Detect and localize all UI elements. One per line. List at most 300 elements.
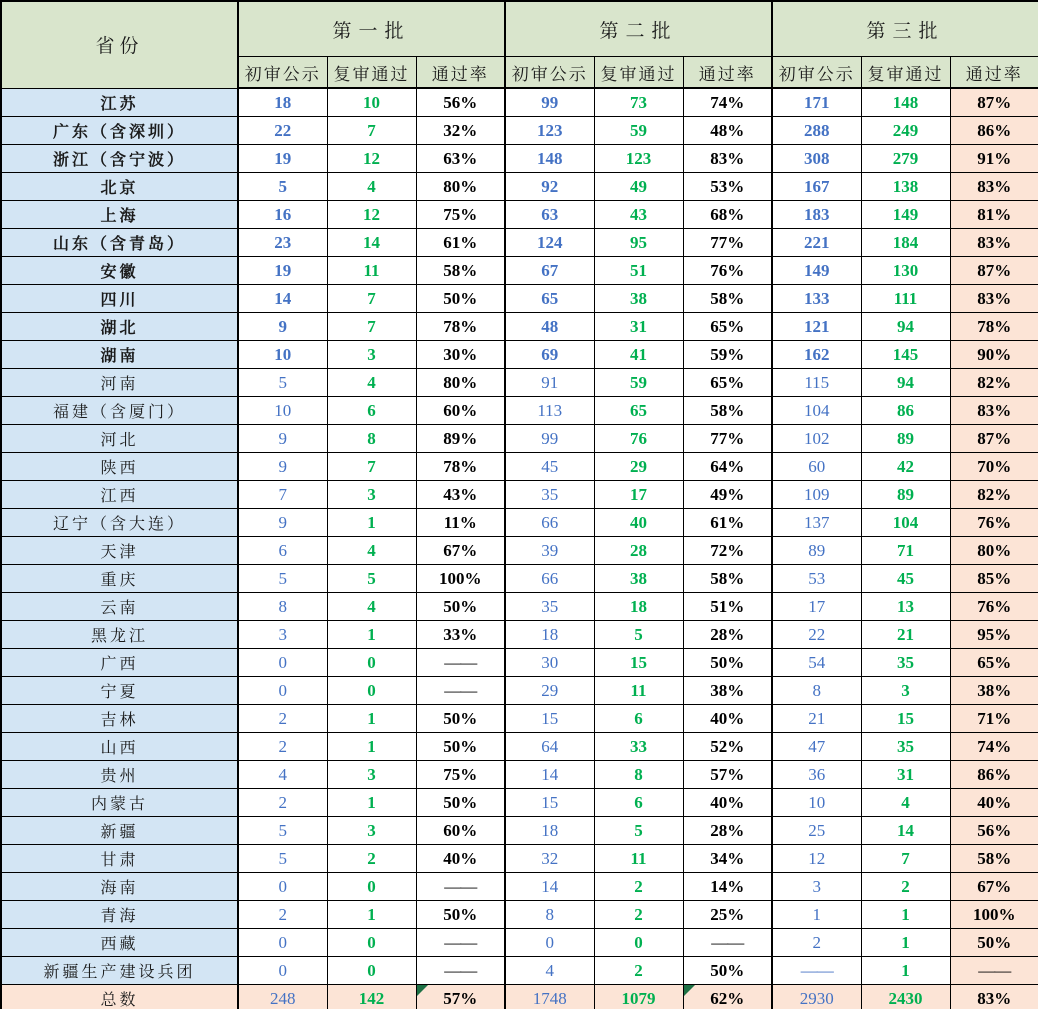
value-cell: 18	[594, 593, 683, 621]
table-row	[1, 537, 1038, 565]
value-cell: 0	[238, 929, 327, 957]
value-cell: 31	[861, 761, 950, 789]
subheader-batch2-initial: 初审公示	[505, 57, 594, 89]
table-row	[1, 621, 1038, 649]
value-cell: 0	[327, 873, 416, 901]
value-cell: 65	[505, 285, 594, 313]
total-label-cell: 总数	[1, 985, 238, 1009]
value-cell: 94	[861, 369, 950, 397]
value-cell: 171	[772, 88, 861, 117]
value-cell: 4	[327, 593, 416, 621]
value-cell: ——	[416, 957, 505, 985]
value-cell: 50%	[950, 929, 1038, 957]
table-row	[1, 817, 1038, 845]
value-cell: 109	[772, 481, 861, 509]
province-cell: 湖南	[1, 341, 238, 369]
value-cell: 58%	[950, 845, 1038, 873]
value-cell: 60%	[416, 817, 505, 845]
table-row	[1, 929, 1038, 957]
value-cell: 15	[594, 649, 683, 677]
value-cell: 38	[594, 285, 683, 313]
value-cell: ——	[416, 677, 505, 705]
value-cell: 0	[238, 957, 327, 985]
value-cell: 78%	[416, 313, 505, 341]
table-row	[1, 873, 1038, 901]
value-cell: 49	[594, 173, 683, 201]
subheader-batch3-passed: 复审通过	[861, 57, 950, 89]
value-cell: 36	[772, 761, 861, 789]
value-cell: 95	[594, 229, 683, 257]
value-cell: 7	[238, 481, 327, 509]
table-row	[1, 88, 1038, 117]
value-cell: 22	[238, 117, 327, 145]
total-value-cell: 248	[238, 985, 327, 1009]
province-cell: 北京	[1, 173, 238, 201]
total-value-cell: 1079	[594, 985, 683, 1009]
value-cell: ——	[683, 929, 772, 957]
value-cell: 87%	[950, 425, 1038, 453]
subheader-batch3-rate: 通过率	[950, 57, 1038, 89]
value-cell: 2	[594, 873, 683, 901]
value-cell: 145	[861, 341, 950, 369]
value-cell: 6	[594, 789, 683, 817]
value-cell: 17	[772, 593, 861, 621]
value-cell: 14%	[683, 873, 772, 901]
value-cell: 5	[238, 173, 327, 201]
value-cell: 86%	[950, 117, 1038, 145]
value-cell: 80%	[416, 173, 505, 201]
value-cell: 9	[238, 453, 327, 481]
value-cell: 41	[594, 341, 683, 369]
value-cell: 64%	[683, 453, 772, 481]
value-cell: 11	[594, 845, 683, 873]
value-cell: 50%	[683, 957, 772, 985]
province-cell: 辽宁（含大连）	[1, 509, 238, 537]
subheader-batch3-initial: 初审公示	[772, 57, 861, 89]
value-cell: ——	[416, 649, 505, 677]
value-cell: 83%	[950, 285, 1038, 313]
value-cell: 51	[594, 257, 683, 285]
value-cell: 2	[238, 733, 327, 761]
value-cell: 35	[505, 481, 594, 509]
province-cell: 山西	[1, 733, 238, 761]
value-cell: 31	[594, 313, 683, 341]
total-value-cell: 83%	[950, 985, 1038, 1009]
value-cell: 138	[861, 173, 950, 201]
value-cell: 30%	[416, 341, 505, 369]
value-cell: 89	[861, 481, 950, 509]
value-cell: 63%	[416, 145, 505, 173]
value-cell: 22	[772, 621, 861, 649]
value-cell: 0	[327, 649, 416, 677]
value-cell: 7	[327, 313, 416, 341]
value-cell: 81%	[950, 201, 1038, 229]
value-cell: 59	[594, 117, 683, 145]
value-cell: 1	[327, 621, 416, 649]
value-cell: 72%	[683, 537, 772, 565]
value-cell: 66	[505, 509, 594, 537]
value-cell: 3	[327, 341, 416, 369]
value-cell: 94	[861, 313, 950, 341]
value-cell: 58%	[416, 257, 505, 285]
value-cell: 67	[505, 257, 594, 285]
value-cell: 28	[594, 537, 683, 565]
value-cell: 47	[772, 733, 861, 761]
value-cell: 4	[861, 789, 950, 817]
value-cell: 91	[505, 369, 594, 397]
value-cell: 48%	[683, 117, 772, 145]
value-cell: 1	[861, 901, 950, 929]
value-cell: ——	[416, 929, 505, 957]
table-row	[1, 425, 1038, 453]
value-cell: 83%	[683, 145, 772, 173]
value-cell: 77%	[683, 229, 772, 257]
value-cell: 162	[772, 341, 861, 369]
value-cell: 3	[327, 481, 416, 509]
header-batch-2: 第二批	[505, 1, 772, 57]
value-cell: 15	[505, 789, 594, 817]
value-cell: 5	[238, 817, 327, 845]
value-cell: 50%	[416, 705, 505, 733]
value-cell: 100%	[416, 565, 505, 593]
value-cell: 99	[505, 88, 594, 117]
table-body	[1, 88, 1038, 1009]
province-cell: 湖北	[1, 313, 238, 341]
value-cell: 23	[238, 229, 327, 257]
value-cell: 104	[772, 397, 861, 425]
value-cell: 8	[772, 677, 861, 705]
value-cell: 12	[772, 845, 861, 873]
value-cell: 92	[505, 173, 594, 201]
table-row	[1, 397, 1038, 425]
value-cell: 1	[327, 509, 416, 537]
province-cell: 四川	[1, 285, 238, 313]
value-cell: 18	[238, 88, 327, 117]
value-cell: 7	[327, 453, 416, 481]
value-cell: 76%	[683, 257, 772, 285]
value-cell: 123	[505, 117, 594, 145]
value-cell: 52%	[683, 733, 772, 761]
value-cell: 42	[861, 453, 950, 481]
total-value-cell: 1748	[505, 985, 594, 1009]
value-cell: 0	[238, 873, 327, 901]
table-row	[1, 313, 1038, 341]
value-cell: 75%	[416, 761, 505, 789]
value-cell: 83%	[950, 229, 1038, 257]
value-cell: 1	[861, 957, 950, 985]
value-cell: 57%	[683, 761, 772, 789]
value-cell: 18	[505, 621, 594, 649]
value-cell: 28%	[683, 817, 772, 845]
value-cell: 77%	[683, 425, 772, 453]
value-cell: 33%	[416, 621, 505, 649]
value-cell: 8	[594, 761, 683, 789]
value-cell: 82%	[950, 369, 1038, 397]
value-cell: 63	[505, 201, 594, 229]
value-cell: 11	[327, 257, 416, 285]
value-cell: 29	[505, 677, 594, 705]
value-cell: 95%	[950, 621, 1038, 649]
province-cell: 云南	[1, 593, 238, 621]
province-cell: 广西	[1, 649, 238, 677]
value-cell: 68%	[683, 201, 772, 229]
province-cell: 安徽	[1, 257, 238, 285]
value-cell: 51%	[683, 593, 772, 621]
value-cell: 45	[505, 453, 594, 481]
value-cell: 56%	[950, 817, 1038, 845]
value-cell: 32%	[416, 117, 505, 145]
value-cell: 29	[594, 453, 683, 481]
value-cell: 50%	[416, 593, 505, 621]
value-cell: 102	[772, 425, 861, 453]
value-cell: 149	[772, 257, 861, 285]
province-cell: 山东（含青岛）	[1, 229, 238, 257]
value-cell: 70%	[950, 453, 1038, 481]
value-cell: 9	[238, 425, 327, 453]
value-cell: 40%	[950, 789, 1038, 817]
value-cell: 73	[594, 88, 683, 117]
province-cell: 河北	[1, 425, 238, 453]
table-row	[1, 845, 1038, 873]
value-cell: 38%	[950, 677, 1038, 705]
value-cell: 14	[505, 873, 594, 901]
value-cell: 14	[327, 229, 416, 257]
value-cell: 184	[861, 229, 950, 257]
value-cell: 7	[861, 845, 950, 873]
value-cell: 221	[772, 229, 861, 257]
value-cell: 60%	[416, 397, 505, 425]
value-cell: 28%	[683, 621, 772, 649]
value-cell: 21	[772, 705, 861, 733]
value-cell: 5	[594, 621, 683, 649]
value-cell: 149	[861, 201, 950, 229]
value-cell: 148	[505, 145, 594, 173]
value-cell: 99	[505, 425, 594, 453]
value-cell: 43	[594, 201, 683, 229]
value-cell: 61%	[683, 509, 772, 537]
province-cell: 福建（含厦门）	[1, 397, 238, 425]
subheader-batch1-passed: 复审通过	[327, 57, 416, 89]
table-row	[1, 509, 1038, 537]
value-cell: 14	[238, 285, 327, 313]
value-cell: 17	[594, 481, 683, 509]
table-row	[1, 901, 1038, 929]
value-cell: 35	[861, 649, 950, 677]
value-cell: 14	[505, 761, 594, 789]
subheader-batch1-initial: 初审公示	[238, 57, 327, 89]
table-row	[1, 117, 1038, 145]
value-cell: 30	[505, 649, 594, 677]
value-cell: 89%	[416, 425, 505, 453]
value-cell: 89	[861, 425, 950, 453]
value-cell: 86	[861, 397, 950, 425]
value-cell: 1	[327, 789, 416, 817]
table-row	[1, 649, 1038, 677]
value-cell: 65%	[683, 369, 772, 397]
table-header	[1, 1, 1038, 88]
table-row	[1, 481, 1038, 509]
value-cell: 111	[861, 285, 950, 313]
value-cell: 35	[505, 593, 594, 621]
value-cell: 124	[505, 229, 594, 257]
province-cell: 新疆生产建设兵团	[1, 957, 238, 985]
value-cell: 71%	[950, 705, 1038, 733]
value-cell: 59%	[683, 341, 772, 369]
value-cell: 0	[594, 929, 683, 957]
value-cell: 85%	[950, 565, 1038, 593]
province-cell: 西藏	[1, 929, 238, 957]
table-row	[1, 285, 1038, 313]
value-cell: 7	[327, 285, 416, 313]
province-cell: 浙江（含宁波）	[1, 145, 238, 173]
value-cell: 10	[238, 341, 327, 369]
value-cell: 11%	[416, 509, 505, 537]
value-cell: 86%	[950, 761, 1038, 789]
value-cell: 2	[238, 901, 327, 929]
value-cell: 308	[772, 145, 861, 173]
value-cell: 5	[238, 565, 327, 593]
corner-header-province: 省份	[1, 1, 238, 88]
value-cell: 58%	[683, 285, 772, 313]
value-cell: 25	[772, 817, 861, 845]
value-cell: 1	[861, 929, 950, 957]
table-row	[1, 789, 1038, 817]
value-cell: 87%	[950, 88, 1038, 117]
value-cell: 9	[238, 313, 327, 341]
value-cell: 69	[505, 341, 594, 369]
value-cell: 53%	[683, 173, 772, 201]
value-cell: 3	[238, 621, 327, 649]
value-cell: 60	[772, 453, 861, 481]
value-cell: 2	[772, 929, 861, 957]
value-cell: 65%	[683, 313, 772, 341]
value-cell: 2	[327, 845, 416, 873]
table-row	[1, 201, 1038, 229]
value-cell: 34%	[683, 845, 772, 873]
value-cell: 4	[505, 957, 594, 985]
value-cell: 40%	[683, 705, 772, 733]
value-cell: 71	[861, 537, 950, 565]
value-cell: 16	[238, 201, 327, 229]
value-cell: 10	[238, 397, 327, 425]
value-cell: 1	[327, 901, 416, 929]
value-cell: 32	[505, 845, 594, 873]
province-cell: 内蒙古	[1, 789, 238, 817]
value-cell: 75%	[416, 201, 505, 229]
province-cell: 宁夏	[1, 677, 238, 705]
value-cell: 113	[505, 397, 594, 425]
value-cell: 35	[861, 733, 950, 761]
province-cell: 甘肃	[1, 845, 238, 873]
value-cell: 18	[505, 817, 594, 845]
value-cell: 90%	[950, 341, 1038, 369]
value-cell: 3	[772, 873, 861, 901]
value-cell: 1	[772, 901, 861, 929]
value-cell: 82%	[950, 481, 1038, 509]
value-cell: 50%	[416, 733, 505, 761]
value-cell: 67%	[950, 873, 1038, 901]
value-cell: 12	[327, 145, 416, 173]
value-cell: 4	[327, 369, 416, 397]
province-cell: 江西	[1, 481, 238, 509]
value-cell: 19	[238, 145, 327, 173]
table-row	[1, 705, 1038, 733]
total-value-cell: 2430	[861, 985, 950, 1009]
value-cell: 104	[861, 509, 950, 537]
value-cell: 78%	[950, 313, 1038, 341]
value-cell: ——	[772, 957, 861, 985]
value-cell: 50%	[416, 901, 505, 929]
value-cell: 123	[594, 145, 683, 173]
value-cell: 5	[594, 817, 683, 845]
value-cell: 50%	[416, 285, 505, 313]
value-cell: 5	[238, 369, 327, 397]
value-cell: 0	[327, 929, 416, 957]
value-cell: 25%	[683, 901, 772, 929]
value-cell: 65%	[950, 649, 1038, 677]
value-cell: 50%	[683, 649, 772, 677]
province-cell: 贵州	[1, 761, 238, 789]
value-cell: 3	[327, 761, 416, 789]
header-batch-3: 第三批	[772, 1, 1038, 57]
value-cell: 53	[772, 565, 861, 593]
province-cell: 陕西	[1, 453, 238, 481]
value-cell: 58%	[683, 565, 772, 593]
province-cell: 新疆	[1, 817, 238, 845]
value-cell: 148	[861, 88, 950, 117]
value-cell: 8	[505, 901, 594, 929]
value-cell: 288	[772, 117, 861, 145]
header-batch-1: 第一批	[238, 1, 505, 57]
value-cell: 19	[238, 257, 327, 285]
value-cell: 15	[505, 705, 594, 733]
value-cell: 49%	[683, 481, 772, 509]
value-cell: 115	[772, 369, 861, 397]
province-cell: 天津	[1, 537, 238, 565]
value-cell: ——	[950, 957, 1038, 985]
value-cell: 137	[772, 509, 861, 537]
value-cell: 39	[505, 537, 594, 565]
value-cell: 50%	[416, 789, 505, 817]
value-cell: 15	[861, 705, 950, 733]
value-cell: 2	[238, 789, 327, 817]
value-cell: 38%	[683, 677, 772, 705]
table-row	[1, 593, 1038, 621]
value-cell: 78%	[416, 453, 505, 481]
table-row	[1, 145, 1038, 173]
value-cell: 6	[594, 705, 683, 733]
value-cell: 2	[594, 901, 683, 929]
value-cell: 0	[327, 677, 416, 705]
value-cell: 83%	[950, 397, 1038, 425]
value-cell: 66	[505, 565, 594, 593]
value-cell: 21	[861, 621, 950, 649]
value-cell: 11	[594, 677, 683, 705]
value-cell: 183	[772, 201, 861, 229]
value-cell: 76	[594, 425, 683, 453]
table-row	[1, 257, 1038, 285]
value-cell: 3	[327, 817, 416, 845]
value-cell: 5	[327, 565, 416, 593]
value-cell: 3	[861, 677, 950, 705]
value-cell: 61%	[416, 229, 505, 257]
value-cell: 65	[594, 397, 683, 425]
table-row	[1, 369, 1038, 397]
value-cell: ——	[416, 873, 505, 901]
total-value-cell: 142	[327, 985, 416, 1009]
total-row	[1, 985, 1038, 1009]
value-cell: 100%	[950, 901, 1038, 929]
